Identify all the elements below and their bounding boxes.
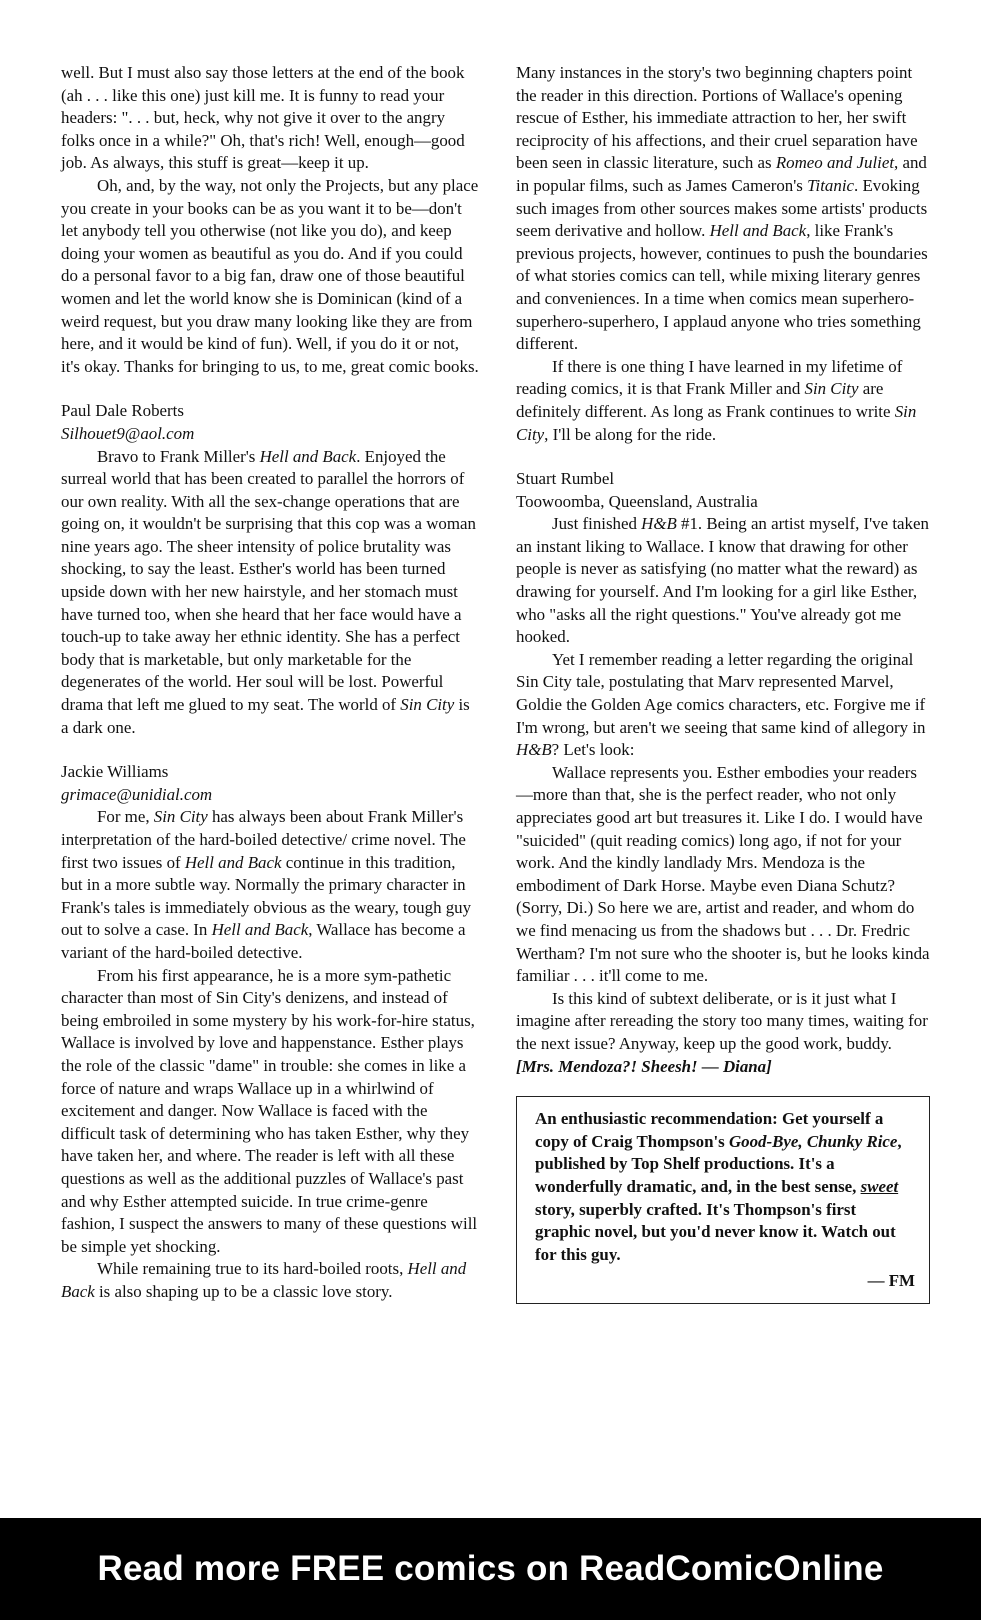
intro-paragraph-2: Oh, and, by the way, not only the Projects, but any place you create in your books can be as you want it to be—don't let anybody tell you otherwise (not like you do), and keep doing your women as beautiful as you do. And if you could do a personal favor to a big fan, draw one of those beautiful women and let the world know she is Dominican (kind of a weird request, but you draw many looking like they are from here, and it would be kind of fun). Well, if you do it or not, it's okay. Thanks for bringing to us, to me, great comic books. <box>61 175 479 376</box>
title-italic: Good-Bye, Chunky Rice <box>728 1131 898 1151</box>
text-run: , like Frank's previous projects, however, continues to push the boundaries of what stories comics can tell, while mixing literary genres and conveniences. In a time when comics mean superhero-superhero-superhero, I applaud anyone who tries something different. <box>516 221 928 354</box>
text-run: . Evoking such images from other sources makes some artists' products seem derivative and hollow. <box>516 175 928 241</box>
title-italic: Hell and Back <box>61 1259 467 1301</box>
letter-body-paragraph <box>61 806 481 964</box>
text-run: are definitely different. As long as Frank continues to write <box>516 379 895 421</box>
text-run: continue in this tradition, but in a more subtle way. Normally the primary character in Frank's tales is immediately obvious as the weary, tough guy out to solve a case. In <box>61 852 472 940</box>
recommendation-text <box>535 1108 915 1266</box>
text-run: Yet I remember reading a letter regarding the original Sin City tale, postulating that Marv represented Marvel, Goldie the Golden Age comics characters, etc. Forgive me if I'm wrong, but aren't we seeing that same kind of allegory in <box>516 649 926 737</box>
text-run: has always been about Frank Miller's interpretation of the hard-boiled detective/ crime novel. The first two issues of <box>61 807 466 872</box>
title-italic: H&B <box>516 740 552 760</box>
letter-author-name: Stuart Rumbel <box>516 469 615 489</box>
letter-body-paragraph: Is this kind of subtext deliberate, or is it just what I imagine after rereading the story too many times, waiting for the next issue? Anyway, keep up the good work, buddy. <box>516 988 928 1053</box>
letter-author-email: grimace@unidial.com <box>61 784 213 804</box>
text-run: An enthusiastic recommendation: Get yourself a copy of Craig Thompson's <box>535 1109 884 1151</box>
recommendation-signature: — FM <box>867 1271 915 1291</box>
recommendation-box <box>516 1096 930 1304</box>
text-run: Bravo to Frank Miller's <box>97 446 260 466</box>
title-italic: Sin City <box>400 695 455 715</box>
text-run: is a dark one. <box>61 695 470 737</box>
letter-author-email: Silhouet9@aol.com <box>61 423 195 443</box>
spacer <box>61 739 481 761</box>
letter-body-paragraph <box>516 356 930 446</box>
letter-author-name: Paul Dale Roberts <box>61 401 184 421</box>
text-run: story, superbly crafted. It's Thompson's first graphic novel, but you'd never know it. Watch out for this guy. <box>535 1199 896 1264</box>
letter-body-paragraph <box>61 1258 481 1303</box>
text-run: , published by Top Shelf productions. It's a wonderfully dramatic, and, in the best sense, <box>535 1131 902 1196</box>
title-italic: Hell and Back <box>259 446 357 466</box>
letter-body-paragraph <box>516 62 930 356</box>
promo-banner-text[interactable]: Read more FREE comics on ReadComicOnline <box>97 1549 884 1588</box>
text-run: If there is one thing I have learned in my lifetime of reading comics, it is that Frank Miller and <box>516 356 903 399</box>
spacer <box>61 378 481 400</box>
title-italic: Sin City <box>804 379 859 399</box>
promo-banner[interactable] <box>0 1518 981 1620</box>
title-italic: Hell and Back <box>709 221 807 241</box>
letter-body-paragraph <box>516 649 930 762</box>
letter-body-paragraph <box>61 446 481 740</box>
title-italic: Sin City <box>153 807 208 827</box>
intro-paragraph-1: well. But I must also say those letters at the end of the book (ah . . . like this one) just kill me. It is funny to read your headers: ". . . but, heck, why not give it over to the angry folks once in a while?" Oh, that's rich! Well, enough—good job. As always, this stuff is great—keep it up. <box>61 63 465 173</box>
text-run: , I'll be along for the ride. <box>544 424 717 444</box>
text-run: . Enjoyed the surreal world that has been created to parallel the horrors of our own reality. With all the sex-change operations that are going on, it wouldn't be surprising that this cop was a woman nine years ago. The sheer intensity of police brutality was shocking, to say the least. Esther's world has been turned upside down with her new hairstyle, and her stomach must have turned too, when she heard that her face would have a touch-up to take away her ethnic identity. She has a perfect body that is marketable, but only marketable for the degenerates of the world. Her soul will be lost. Powerful drama that left me glued to my seat. The world of <box>61 446 476 715</box>
text-run: , Wallace has become a variant of the hard-boiled detective. <box>61 920 466 962</box>
editor-reply: [Mrs. Mendoza?! Sheesh! — Diana] <box>516 1056 772 1076</box>
title-italic: Hell and Back <box>211 920 309 940</box>
left-column <box>61 62 481 1303</box>
letter-body-paragraph: From his first appearance, he is a more sym-pathetic character than most of Sin City's denizens, and instead of being embroiled in some mystery by his work-for-hire status, Wallace is involved by love and happenstance. Esther plays the role of the classic "dame" in trouble: she comes in like a force of nature and wraps Wallace up in a whirlwind of excitement and danger. Now Wallace is faced with the difficult task of determining who has taken Esther, why they have taken her, and where. The reader is left with all these questions as well as the additional puzzles of Wallace's past and why Esther attempted suicide. In true crime-genre fashion, I suspect the answers to many of these questions will be simple yet shocking. <box>61 965 478 1256</box>
text-run: For me, <box>97 807 154 827</box>
letter-body-paragraph <box>516 513 930 649</box>
title-italic: Titanic <box>807 175 855 195</box>
text-run: , and in popular films, such as James Cameron's <box>516 153 927 195</box>
text-run: Many instances in the story's two beginning chapters point the reader in this direction. Portions of Wallace's opening rescue of Esther, his immediate attraction to her, her swift reciprocity of his affections, and their cruel separation have been seen in classic literature, such as <box>516 63 918 173</box>
title-italic: Hell and Back <box>184 852 282 872</box>
right-column <box>516 62 930 1304</box>
emphasis-underlined: sweet <box>860 1176 899 1196</box>
spacer <box>516 446 930 468</box>
title-italic: Romeo and Juliet <box>775 153 895 173</box>
text-run: ? Let's look: <box>551 740 635 760</box>
text-run: #1. Being an artist myself, I've taken an instant liking to Wallace. I know that drawing for other people is never as satisfying (no matter what the reward) as drawing for yourself. And I'm looking for a girl like Esther, who "asks all the right questions." You've already got me hooked. <box>516 514 929 647</box>
letter-author-name: Jackie Williams <box>61 762 169 782</box>
letter-body-paragraph: Wallace represents you. Esther embodies your readers—more than that, she is the perfect reader, who not only appreciates good art but treasures it. Like I do. I would have "suicided" (quit reading comics) long ago, if not for your work. And the kindly landlady Mrs. Mendoza is the embodiment of Dark Horse. Maybe even Diana Schutz? (Sorry, Di.) So here we are, artist and reader, and whom do we find menacing us from the shadows but . . . Dr. Fredric Wertham? I'm not sure who the shooter is, but he looks kinda familiar . . . it'll come to me. <box>516 762 930 986</box>
letter-author-location: Toowoomba, Queensland, Australia <box>516 491 758 511</box>
title-italic: Sin City <box>516 401 917 444</box>
text-run: Just finished <box>552 514 642 534</box>
title-italic: H&B <box>641 514 677 534</box>
text-run: While remaining true to its hard-boiled roots, <box>97 1259 408 1279</box>
text-run: is also shaping up to be a classic love story. <box>94 1281 393 1301</box>
